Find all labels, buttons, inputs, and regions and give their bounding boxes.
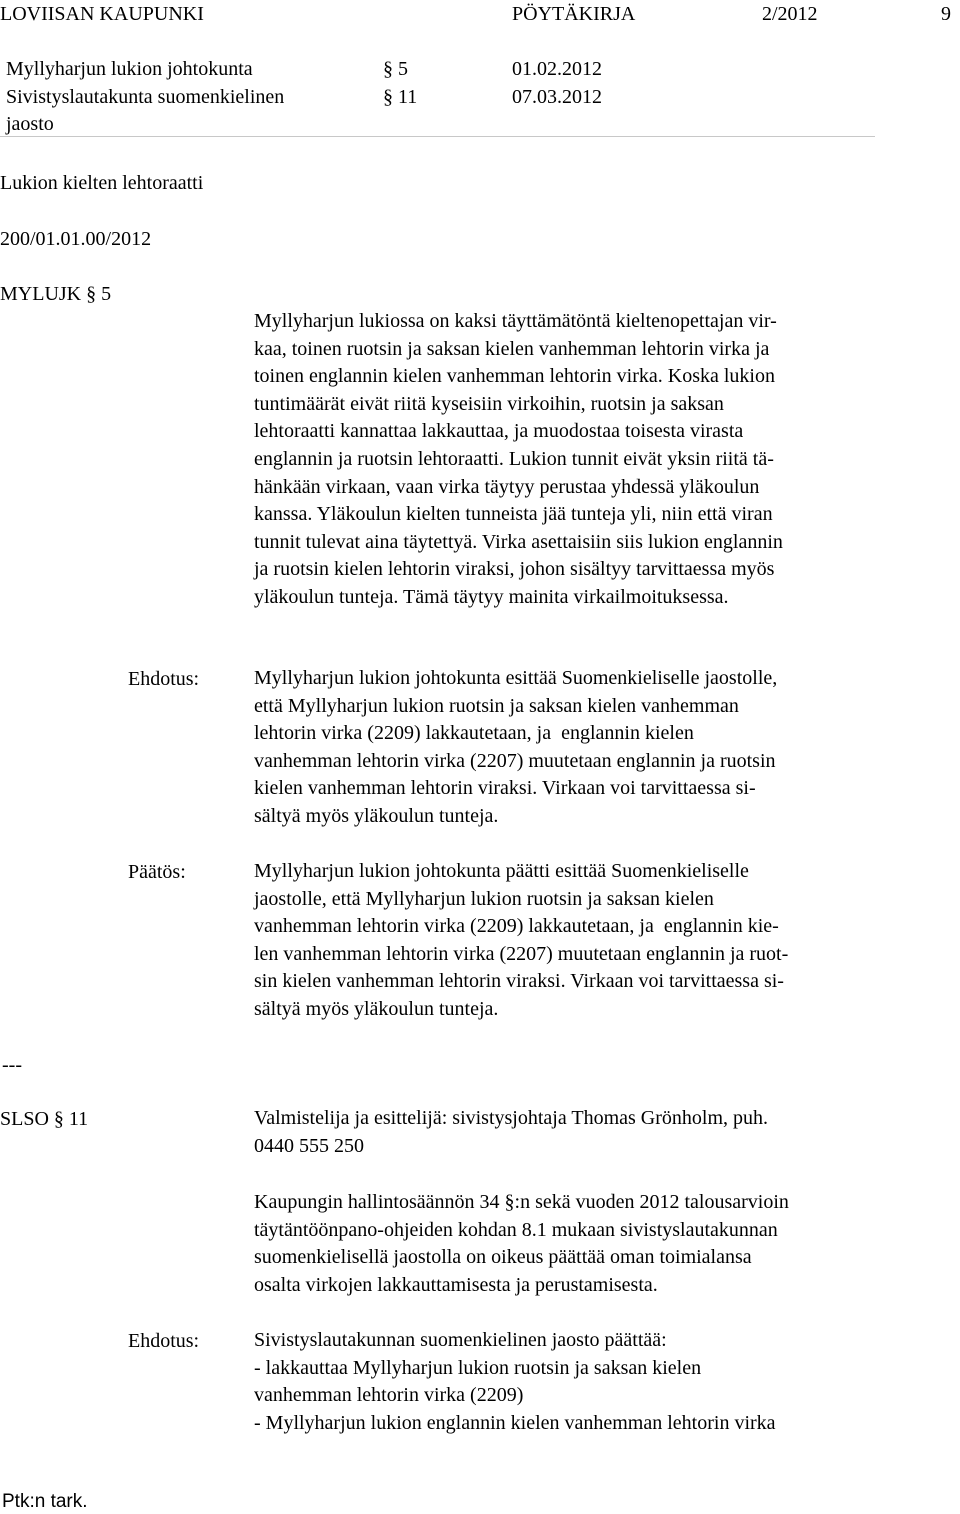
- header-divider: [0, 136, 875, 137]
- file-number: 200/01.01.00/2012: [0, 228, 152, 250]
- meeting-date-1: 01.02.2012: [512, 58, 602, 80]
- slso-proposal-text: Sivistyslautakunnan suomenkielinen jaosto päättää: - lakkauttaa Myllyharjun lukion ruotsin ja saksan kielen vanhemman lehtorin virka (2209) - Myllyharjun lukion englannin kielen vanhemman lehtorin virka: [254, 1329, 776, 1434]
- paragraph-number-1: § 5: [383, 58, 408, 80]
- mylujk-decision-text: Myllyharjun lukion johtokunta päätti esittää Suomenkieliselle jaostolle, että Myllyharjun lukion ruotsin ja saksan kielen vanhemman lehtorin virka (2209) lakkautetaan, ja englannin kie- len vanhemman lehtorin virka (2207) muutetaan englannin ja ruot- sin kielen vanhemman lehtorin viraksi. Virkaan voi tarvittaessa si- sältyä myös yläkoulun tunteja.: [254, 860, 789, 1020]
- mylujk-label: MYLUJK § 5: [0, 283, 112, 305]
- mylujk-intro-text: Myllyharjun lukiossa on kaksi täyttämätöntä kieltenopettajan vir- kaa, toinen ruotsin ja saksan kielen vanhemman lehtorin virka ja toinen englannin kielen vanhemman lehtorin virka. Koska lukion tuntimäärät eivät riitä kyseisiin virkoihin, ruotsin ja saksan lehtoraatti kannattaa lakkauttaa, ja muodostaa toisesta virasta englannin ja ruotsin lehtoraatti. Lukion tunnit eivät yksin riitä tä- hänkään virkaan, vaan virka täytyy perustaa yhdessä yläkoulun kanssa. Yläkoulun kielten tunneista jää tunteja yli, niin että viran tunnit tulevat aina täytettyä. Virka asettaisiin siis lukion englannin ja ruotsin kielen lehtorin viraksi, johon sisältyy tarvittaessa myös yläkoulun tunteja. Tämä täytyy mainita virkailmoituksessa.: [254, 310, 783, 608]
- mylujk-proposal-text: Myllyharjun lukion johtokunta esittää Suomenkieliselle jaostolle, että Myllyharjun lukion ruotsin ja saksan kielen vanhemman lehtorin virka (2209) lakkautetaan, ja englannin kielen vanhemman lehtorin virka (2207) muutetaan englannin ja ruotsin kielen vanhemman lehtorin viraksi. Virkaan voi tarvittaessa si- sältyä myös yläkoulun tunteja.: [254, 667, 778, 827]
- page-number: 9: [941, 3, 951, 25]
- body-name-2-continued: jaosto: [6, 113, 54, 135]
- slso-label: SLSO § 11: [0, 1108, 89, 1130]
- city-name: LOVIISAN KAUPUNKI: [0, 3, 204, 25]
- mylujk-proposal-label: Ehdotus:: [128, 668, 200, 690]
- slso-preparer-text: Valmistelija ja esittelijä: sivistysjohtaja Thomas Grönholm, puh. 0440 555 250: [254, 1107, 769, 1157]
- paragraph-number-2: § 11: [383, 86, 418, 108]
- footer-note: Ptk:n tark.: [2, 1491, 88, 1512]
- mylujk-decision-label: Päätös:: [128, 861, 186, 883]
- slso-basis-text: Kaupungin hallintosäännön 34 §:n sekä vuoden 2012 talousarvioin täytäntöönpano-ohjeiden kohdan 8.1 mukaan sivistyslautakunnan suomenkielisellä jaostolla on oikeus päättää oman toimialansa osalta virkojen lakkauttamisesta ja perustamisesta.: [254, 1191, 789, 1296]
- meeting-date-2: 07.03.2012: [512, 86, 602, 108]
- body-name-1: Myllyharjun lukion johtokunta: [6, 58, 253, 80]
- section-separator: ---: [2, 1054, 22, 1076]
- body-name-2: Sivistyslautakunta suomenkielinen: [6, 86, 285, 108]
- subject-title: Lukion kielten lehtoraatti: [0, 172, 204, 194]
- document-number: 2/2012: [762, 3, 818, 25]
- slso-proposal-label: Ehdotus:: [128, 1330, 200, 1352]
- document-type: PÖYTÄKIRJA: [512, 3, 636, 25]
